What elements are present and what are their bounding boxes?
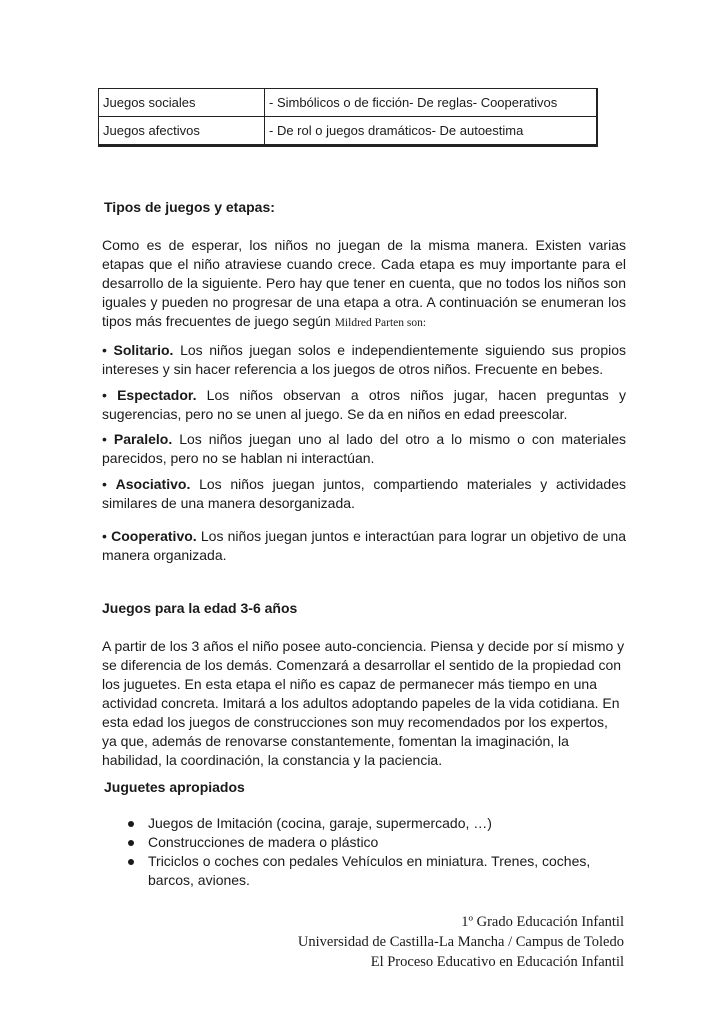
bullet-icon <box>128 859 134 865</box>
bullet-icon: • <box>102 387 107 403</box>
stage-text: Los niños juegan uno al lado del otro a lo mismo o con materiales parecidos, pero no se hablan ni interactúan. <box>102 431 626 466</box>
bullet-icon: • <box>102 476 107 492</box>
section-heading-juguetes: Juguetes apropiados <box>104 779 245 795</box>
list-item-stage <box>102 386 626 424</box>
games-table <box>98 88 598 147</box>
list-item-text: Juegos de Imitación (cocina, garaje, supermercado, …) <box>148 815 492 831</box>
table-cell-label: Juegos afectivos <box>99 117 265 146</box>
list-item-stage <box>102 341 626 379</box>
stage-text: Los niños juegan solos e independientemente siguiendo sus propios intereses y sin hacer referencia a los juegos de otros niños. Frecuente en bebes. <box>102 342 627 377</box>
list-item <box>124 833 624 852</box>
paragraph-edad: A partir de los 3 años el niño posee auto-conciencia. Piensa y decide por sí mismo y se diferencia de los demás. Comenzará a desarrollar el sentido de la propiedad con los juguetes. En esta etapa el niño es capaz de permanecer más tiempo en una actividad concreta. Imitará a los adultos adoptando papeles de la vida cotidiana. En esta edad los juegos de construcciones son muy recomendados por los expertos, ya que, además de renovarse constantemente, fomentan la imaginación, la habilidad, la coordinación, la constancia y la paciencia. <box>102 638 625 768</box>
table-cell-label: Juegos sociales <box>99 89 265 117</box>
list-item <box>124 852 624 890</box>
bullet-icon <box>128 840 134 846</box>
bullet-icon <box>128 821 134 827</box>
table-cell-value: - De rol o juegos dramáticos- De autoestima <box>265 117 598 146</box>
section-heading-edad: Juegos para la edad 3-6 años <box>102 600 298 616</box>
paragraph-source: Mildred Parten son: <box>334 317 427 329</box>
list-item-text: Construcciones de madera o plástico <box>148 834 379 850</box>
list-item-stage <box>102 475 626 513</box>
stage-name: Espectador. <box>117 387 197 403</box>
stage-name: Solitario. <box>113 342 174 358</box>
list-item-stage <box>102 430 626 468</box>
list-item-stage <box>102 527 626 565</box>
table-row <box>99 117 598 146</box>
table-cell-value: - Simbólicos o de ficción- De reglas- Cooperativos <box>265 89 598 117</box>
footer-line-subject: El Proceso Educativo en Educación Infantil <box>370 954 624 970</box>
footer-line-course: 1º Grado Educación Infantil <box>461 914 624 930</box>
stage-name: Cooperativo. <box>111 528 197 544</box>
table-row <box>99 89 598 117</box>
toy-list <box>124 814 624 890</box>
page-footer <box>298 912 624 972</box>
bullet-icon: • <box>102 528 107 544</box>
footer-line-university: Universidad de Castilla-La Mancha / Campus de Toledo <box>297 934 624 950</box>
section-heading-tipos: Tipos de juegos y etapas: <box>104 199 275 215</box>
stage-text: Los niños observan a otros niños jugar, hacen preguntas y sugerencias, pero no se unen al juego. Se da en niños en edad preescolar. <box>102 387 626 422</box>
paragraph-text: Como es de esperar, los niños no juegan de la misma manera. Existen varias etapas que el niño atraviese cuando crece. Cada etapa es muy importante para el desarrollo de la siguiente. Pero hay que tener en cuenta, que no todos los niños son iguales y pueden no progresar de una etapa a otra. A continuación se enumeran los tipos más frecuentes de juego según <box>102 237 626 329</box>
stage-name: Paralelo. <box>113 431 173 447</box>
bullet-icon: • <box>102 431 107 447</box>
bullet-icon: • <box>102 342 107 358</box>
stage-text: Los niños juegan juntos, compartiendo materiales y actividades similares de una manera desorganizada. <box>102 476 626 511</box>
paragraph-tipos <box>102 236 626 333</box>
list-item <box>124 814 624 833</box>
list-item-text: Triciclos o coches con pedales Vehículos en miniatura. Trenes, coches, barcos, aviones. <box>148 853 591 888</box>
stage-name: Asociativo. <box>115 476 191 492</box>
stage-text: Los niños juegan juntos e interactúan para lograr un objetivo de una manera organizada. <box>102 528 627 563</box>
